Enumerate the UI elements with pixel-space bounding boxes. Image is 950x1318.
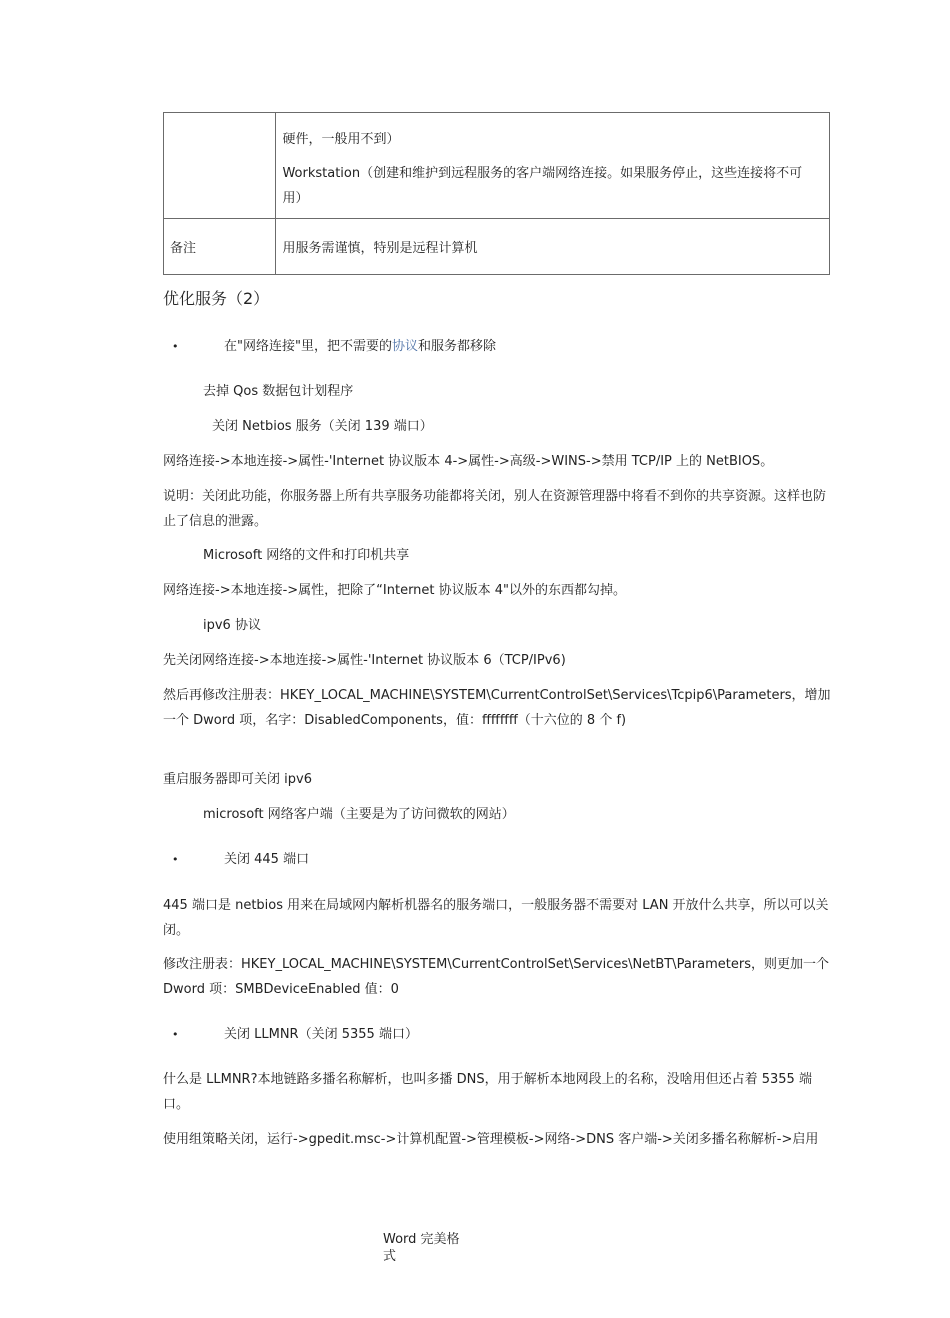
page-footer: Word 完美格式 [383,1232,460,1264]
paragraph-ms-share: Microsoft 网络的文件和打印机共享 [203,548,410,563]
paragraph-ipv6: ipv6 协议 [203,618,261,633]
bullet-text-pre: 在"网络连接"里，把不需要的 [224,339,392,354]
paragraph-qos: 去掉 Qos 数据包计划程序 [203,384,354,399]
protocol-link[interactable]: 协议 [391,339,418,354]
bullet-text-post: 和服务都移除 [417,339,496,354]
table-row [164,219,830,275]
paragraph-ms-share-path: 网络连接->本地连接->属性，把除了“Internet 协议版本 4"以外的东西都勾掉。 [163,583,627,598]
bullet-item-remove-protocols [224,334,496,359]
bullet-marker: • [172,1028,179,1041]
paragraph-ipv6-registry: 然后再修改注册表：HKEY_LOCAL_MACHINE\SYSTEM\CurrentControlSet\Services\Tcpip6\Parameters，增加一个 Dword 项，名字：DisabledComponents，值：ffffffff（十六位的 8 个 f) [163,688,831,728]
paragraph-ipv6-reboot: 重启服务器即可关闭 ipv6 [163,772,312,787]
bullet-item-close-llmnr: 关闭 LLMNR（关闭 5355 端口） [224,1027,418,1042]
paragraph-llmnr-path: 使用组策略关闭，运行->gpedit.msc->计算机配置->管理模板->网络->DNS 客户端->关闭多播名称解析->启用 [163,1132,819,1147]
table-cell-content [276,113,830,219]
paragraph-netbios-title: 关闭 Netbios 服务（关闭 139 端口） [212,419,433,434]
bullet-marker: • [172,340,179,353]
paragraph-ms-client: microsoft 网络客户端（主要是为了访问微软的网站） [203,807,515,822]
table-cell-label [164,113,276,219]
bullet-item-close-445: 关闭 445 端口 [224,852,310,867]
paragraph-netbios-path: 网络连接->本地连接->属性-'Internet 协议版本 4->属性->高级->WINS->禁用 TCP/IP 上的 NetBIOS。 [163,454,774,469]
paragraph-netbios-desc: 说明：关闭此功能，你服务器上所有共享服务功能都将关闭，别人在资源管理器中将看不到你的共享资源。这样也防止了信息的泄露。 [163,489,827,529]
paragraph-445-registry: 修改注册表：HKEY_LOCAL_MACHINE\SYSTEM\CurrentControlSet\Services\NetBT\Parameters，则更加一个 Dword 项：SMBDeviceEnabled 值：0 [163,957,829,997]
table-row [164,113,830,219]
cell-line-workstation: Workstation（创建和维护到远程服务的客户端网络连接。如果服务停止，这些连接将不可用） [282,166,803,206]
info-table [163,112,830,275]
paragraph-ipv6-path: 先关闭网络连接->本地连接->属性-'Internet 协议版本 6（TCP/IPv6) [163,653,566,668]
cell-line-hardware: 硬件，一般用不到） [282,132,400,147]
section-heading: 优化服务（2） [163,289,270,308]
bullet-marker: • [172,853,179,866]
table-cell-label: 备注 [164,219,276,275]
paragraph-445-desc: 445 端口是 netbios 用来在局域网内解析机器名的服务端口，一般服务器不需要对 LAN 开放什么共享，所以可以关闭。 [163,898,829,938]
table-cell-content: 用服务需谨慎，特别是远程计算机 [276,219,830,275]
paragraph-llmnr-desc: 什么是 LLMNR?本地链路多播名称解析，也叫多播 DNS，用于解析本地网段上的名称，没啥用但还占着 5355 端口。 [163,1072,812,1112]
